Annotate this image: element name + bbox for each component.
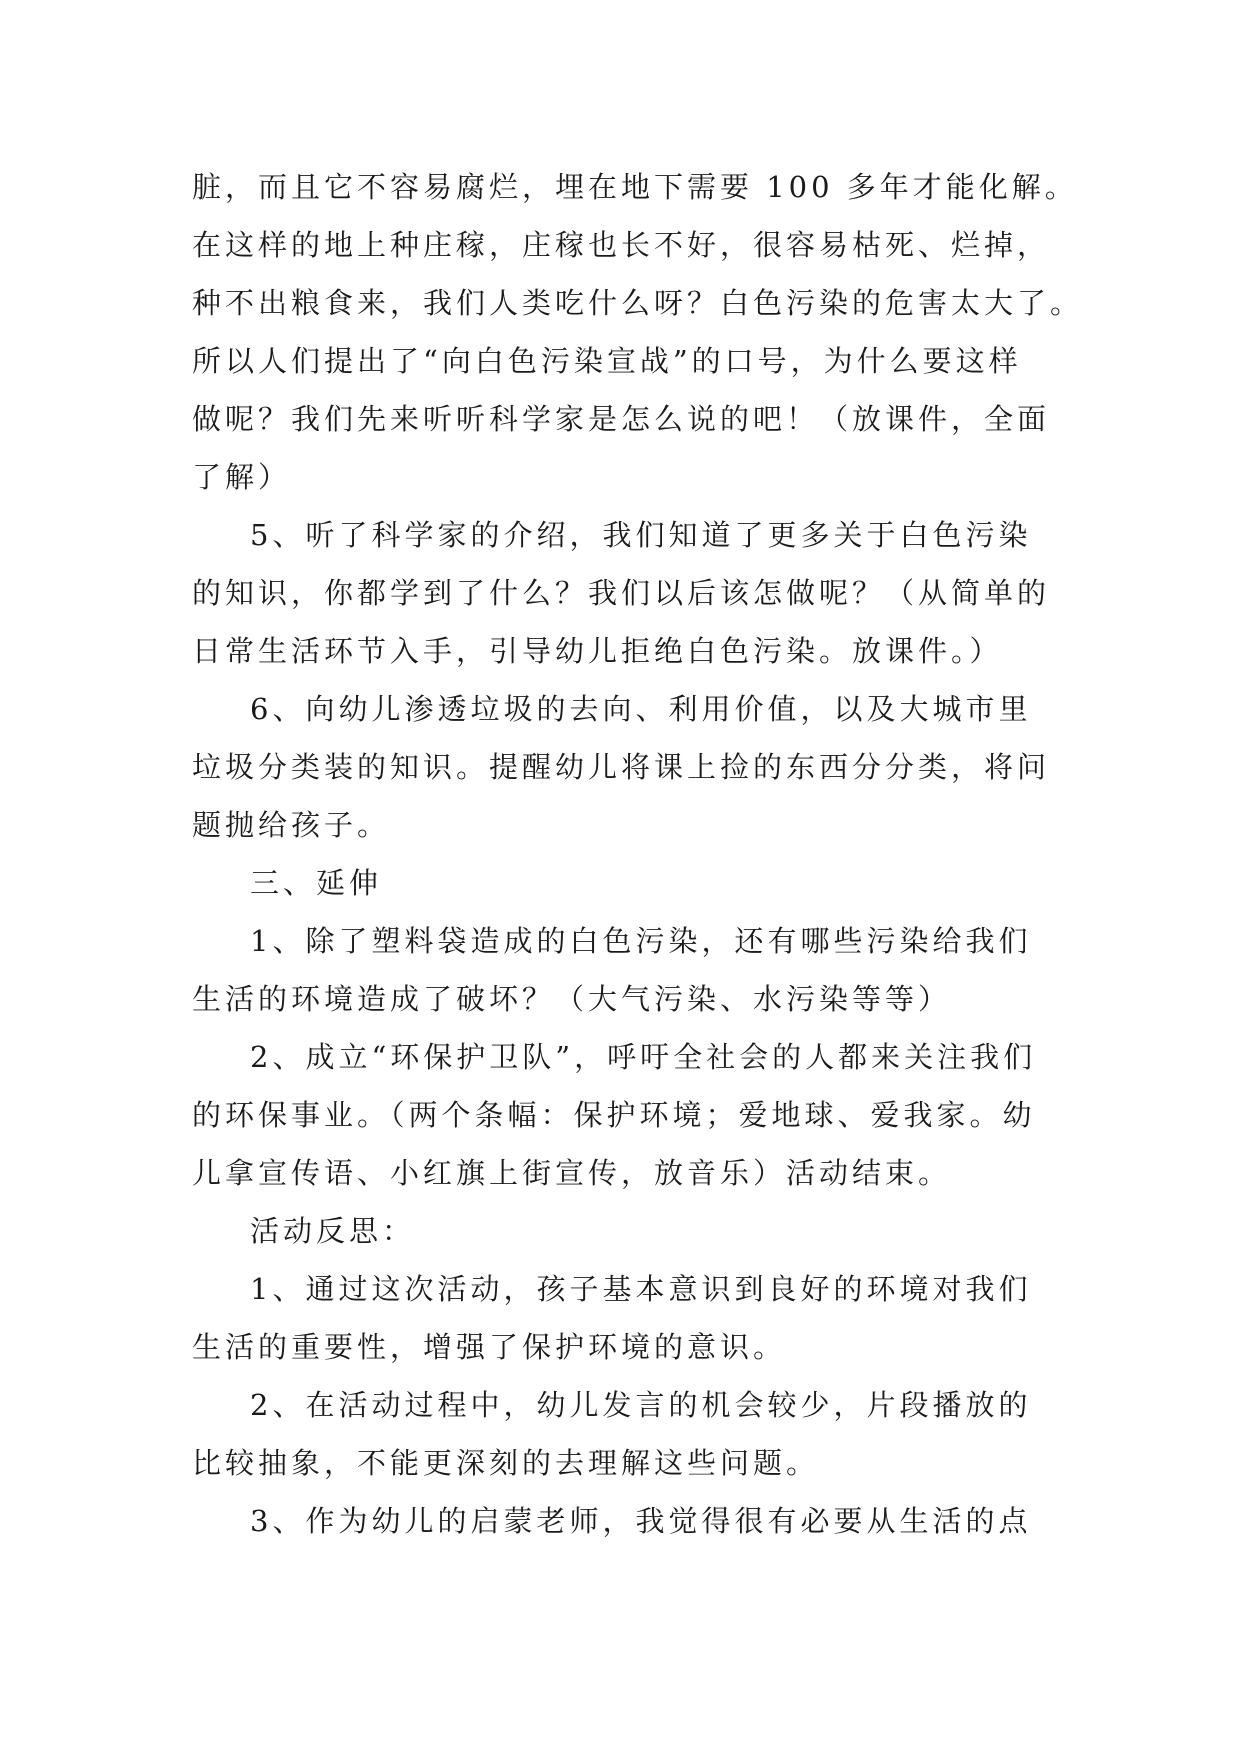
text-line: 儿拿宣传语、小红旗上街宣传，放音乐）活动结束。 — [192, 1156, 952, 1190]
text-line: 做呢？我们先来听听科学家是怎么说的吧！（放课件，全面 — [192, 402, 1051, 436]
text-line: 日常生活环节入手，引导幼儿拒绝白色污染。放课件。） — [192, 634, 1003, 668]
text-line: 比较抽象，不能更深刻的去理解这些问题。 — [192, 1446, 820, 1480]
text-line: 的知识，你都学到了什么？我们以后该怎做呢？（从简单的 — [192, 576, 1051, 610]
text-line: 题抛给孩子。 — [192, 808, 391, 842]
paragraph-start-line: 1、除了塑料袋造成的白色污染，还有哪些污染给我们 — [250, 924, 1032, 958]
paragraph-start-line: 5、听了科学家的介绍，我们知道了更多关于白色污染 — [250, 518, 1032, 552]
section-heading: 活动反思： — [250, 1214, 416, 1248]
text-line: 的环保事业。（两个条幅：保护环境；爱地球、爱我家。幼 — [192, 1098, 1036, 1132]
text-line: 生活的重要性，增强了保护环境的意识。 — [192, 1330, 787, 1364]
text-line: 在这样的地上种庄稼，庄稼也长不好，很容易枯死、烂掉， — [192, 228, 1051, 262]
paragraph-start-line: 2、成立“环保护卫队”，呼吁全社会的人都来关注我们 — [250, 1040, 1037, 1074]
text-line: 种不出粮食来，我们人类吃什么呀？白色污染的危害太大了。 — [192, 286, 1084, 320]
text-line: 生活的环境造成了破坏？（大气污染、水污染等等） — [192, 982, 952, 1016]
text-line: 所以人们提出了“向白色污染宣战”的口号，为什么要这样 — [192, 344, 1022, 378]
document-body — [192, 158, 1092, 1550]
paragraph-start-line: 6、向幼儿渗透垃圾的去向、利用价值，以及大城市里 — [250, 692, 1032, 726]
text-line: 了解） — [192, 460, 292, 494]
text-line: 垃圾分类装的知识。提醒幼儿将课上捡的东西分分类，将问 — [192, 750, 1051, 784]
paragraph-start-line: 2、在活动过程中，幼儿发言的机会较少，片段播放的 — [250, 1388, 1032, 1422]
paragraph-start-line: 3、作为幼儿的启蒙老师，我觉得很有必要从生活的点 — [250, 1504, 1032, 1538]
section-heading: 三、延伸 — [250, 866, 383, 900]
text-line: 脏，而且它不容易腐烂，埋在地下需要 100 多年才能化解。 — [192, 170, 1078, 204]
paragraph-start-line: 1、通过这次活动，孩子基本意识到良好的环境对我们 — [250, 1272, 1032, 1306]
